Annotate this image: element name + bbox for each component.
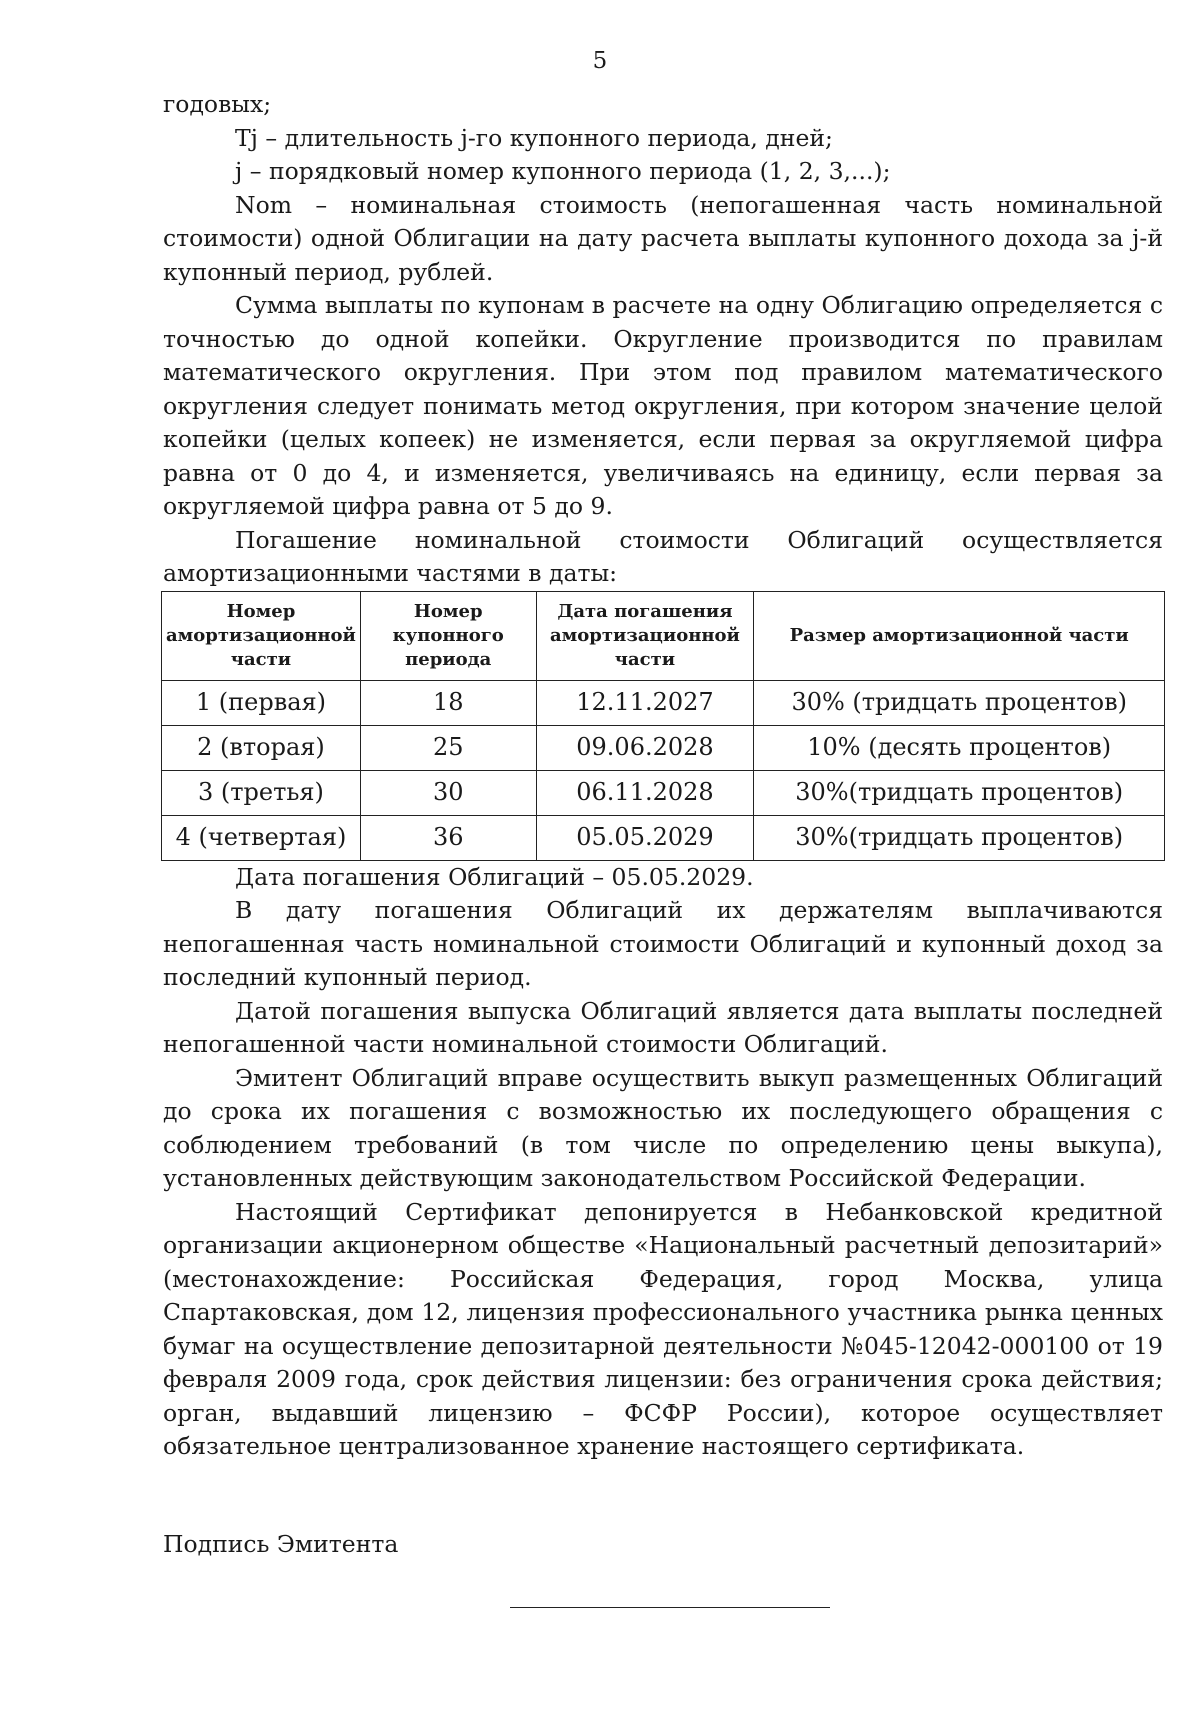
cell-coupon: 30 xyxy=(360,770,536,815)
cell-part: 4 (четвертая) xyxy=(162,815,361,860)
cell-part: 2 (вторая) xyxy=(162,725,361,770)
signature-line xyxy=(510,1607,830,1608)
header-amortization-size: Размер амортизационной части xyxy=(754,591,1165,680)
definition-j: j – порядковый номер купонного периода (1, 2, 3,...); xyxy=(235,157,891,185)
header-redemption-date: Дата погашения амортизационной части xyxy=(536,591,754,680)
cell-size: 30%(тридцать процентов) xyxy=(754,815,1165,860)
cell-size: 30%(тридцать процентов) xyxy=(754,770,1165,815)
cell-size: 10% (десять процентов) xyxy=(754,725,1165,770)
paragraph-maturity-payment: В дату погашения Облигаций их держателям выплачиваются непогашенная часть номинальной стоимости Облигаций и купонный доход за последний купонный период. xyxy=(163,896,1163,991)
cell-coupon: 36 xyxy=(360,815,536,860)
definition-nom: Nom – номинальная стоимость (непогашенная часть номинальной стоимости) одной Облигации на дату расчета выплаты купонного дохода за j-й купонный период, рублей. xyxy=(163,190,1163,286)
table-row xyxy=(162,680,1165,725)
table-header-row xyxy=(162,591,1165,680)
cell-date: 05.05.2029 xyxy=(536,815,754,860)
cell-date: 12.11.2027 xyxy=(536,680,754,725)
amortization-table xyxy=(161,591,1165,861)
paragraph-issue-redemption: Датой погашения выпуска Облигаций является дата выплаты последней непогашенной части номинальной стоимости Облигаций. xyxy=(163,996,1163,1058)
header-coupon-period-number: Номер купонного периода xyxy=(360,591,536,680)
table-row xyxy=(162,725,1165,770)
cell-coupon: 18 xyxy=(360,680,536,725)
header-amortization-part-number: Номер амортизационной части xyxy=(162,591,361,680)
cell-date: 09.06.2028 xyxy=(536,725,754,770)
table-row xyxy=(162,770,1165,815)
paragraph-amortization-intro: Погашение номинальной стоимости Облигаций осуществляется амортизационными частями в даты: xyxy=(163,525,1163,587)
paragraph-rounding: Сумма выплаты по купонам в расчете на одну Облигацию определяется с точностью до одной копейки. Округление производится по правилам математического округления. При этом под правилом математического округления следует понимать метод округления, при котором значение целой копейки (целых копеек) не изменяется, если первая за округляемой цифра равна от 0 до 4, и изменяется, увеличиваясь на единицу, если первая за округляемой цифра равна от 5 до 9. xyxy=(163,291,1163,520)
cell-part: 1 (первая) xyxy=(162,680,361,725)
paragraph-depository: Настоящий Сертификат депонируется в Небанковской кредитной организации акционерном обществе «Национальный расчетный депозитарий» (местонахождение: Российская Федерация, город Москва, улица Спартаковская, дом 12, лицензия профессионального участника рынка ценных бумаг на осуществление депозитарной деятельности №045-12042-000100 от 19 февраля 2009 года, срок действия лицензии: без ограничения срока действия; орган, выдавший лицензию – ФСФР России), которое осуществляет обязательное централизованное хранение настоящего сертификата. xyxy=(163,1197,1163,1460)
table-row xyxy=(162,815,1165,860)
cell-size: 30% (тридцать процентов) xyxy=(754,680,1165,725)
cell-part: 3 (третья) xyxy=(162,770,361,815)
signature-label: Подпись Эмитента xyxy=(163,1530,399,1558)
cell-coupon: 25 xyxy=(360,725,536,770)
document-body xyxy=(163,88,1163,1464)
paragraph-maturity-date: Дата погашения Облигаций – 05.05.2029. xyxy=(235,862,754,891)
paragraph-buyback: Эмитент Облигаций вправе осуществить выкуп размещенных Облигаций до срока их погашения с возможностью их последующего обращения с соблюдением требований (в том числе по определению цены выкупа), установленных действующим законодательством Российской Федерации. xyxy=(163,1063,1163,1192)
definition-tj: Tj – длительность j-го купонного периода, дней; xyxy=(235,123,833,152)
paragraph-continuation: годовых; xyxy=(163,90,272,118)
page-number: 5 xyxy=(592,48,608,74)
cell-date: 06.11.2028 xyxy=(536,770,754,815)
